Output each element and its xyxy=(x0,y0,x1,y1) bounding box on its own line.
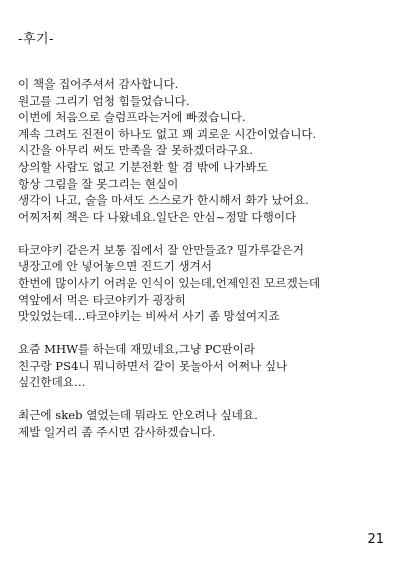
text-line: 원고를 그리기 엄청 힘들었습니다. xyxy=(18,93,190,108)
text-line: 계속 그려도 진전이 하나도 없고 꽤 괴로운 시간이었습니다. xyxy=(18,126,317,141)
text-line: 제발 일거리 좀 주시면 감사하겠습니다. xyxy=(18,424,216,439)
paragraph-1 xyxy=(18,76,388,225)
text-line: 역앞에서 먹은 타코야키가 굉장히 xyxy=(18,292,186,307)
paragraph-4 xyxy=(18,407,388,440)
text-line: 시간을 아무리 써도 만족을 잘 못하겠더라구요. xyxy=(18,143,253,158)
text-line: 생각이 나고, 술을 마셔도 스스로가 한시해서 화가 났어요. xyxy=(18,193,309,208)
page-number: 21 xyxy=(367,532,384,547)
text-line: 싶긴한데요… xyxy=(18,375,86,390)
text-line: 이번에 처음으로 슬럼프라는거에 빠졌습니다. xyxy=(18,110,246,125)
text-line: 타코야키 같은거 보통 집에서 잘 안만들죠? 밀가루같은거 xyxy=(18,242,304,257)
text-line: 한번에 많이사기 어려운 인식이 있는데,언제인진 모르겠는데 xyxy=(18,275,321,290)
text-line: 요즘 MHW를 하는데 재밌네요,그냥 PC판이라 xyxy=(18,342,255,357)
paragraph-3 xyxy=(18,341,388,391)
text-line: 이 책을 집어주셔서 감사합니다. xyxy=(18,77,179,91)
text-line: 맛있었는데…타코야키는 비싸서 사기 좀 망설여지죠 xyxy=(18,309,280,324)
text-line: 냉장고에 안 넣어놓으면 진드기 생겨서 xyxy=(18,259,212,274)
paragraph-2 xyxy=(18,242,388,325)
text-line: 항상 그림을 잘 못그리는 현실이 xyxy=(18,176,179,191)
page-heading: -후기- xyxy=(18,32,54,47)
text-line: 상의할 사람도 없고 기분전환 할 겸 밖에 나가봐도 xyxy=(18,159,268,174)
afterword-body xyxy=(18,76,388,457)
text-line: 친구랑 PS4니 뭐니하면서 같이 못놀아서 어쩌나 싶나 xyxy=(18,358,288,373)
text-line: 어찌저찌 책은 다 나왔네요.일단은 안심~정말 다행이다 xyxy=(18,209,297,224)
text-line: 최근에 skeb 열었는데 뭐라도 안오려나 싶네요. xyxy=(18,408,258,423)
